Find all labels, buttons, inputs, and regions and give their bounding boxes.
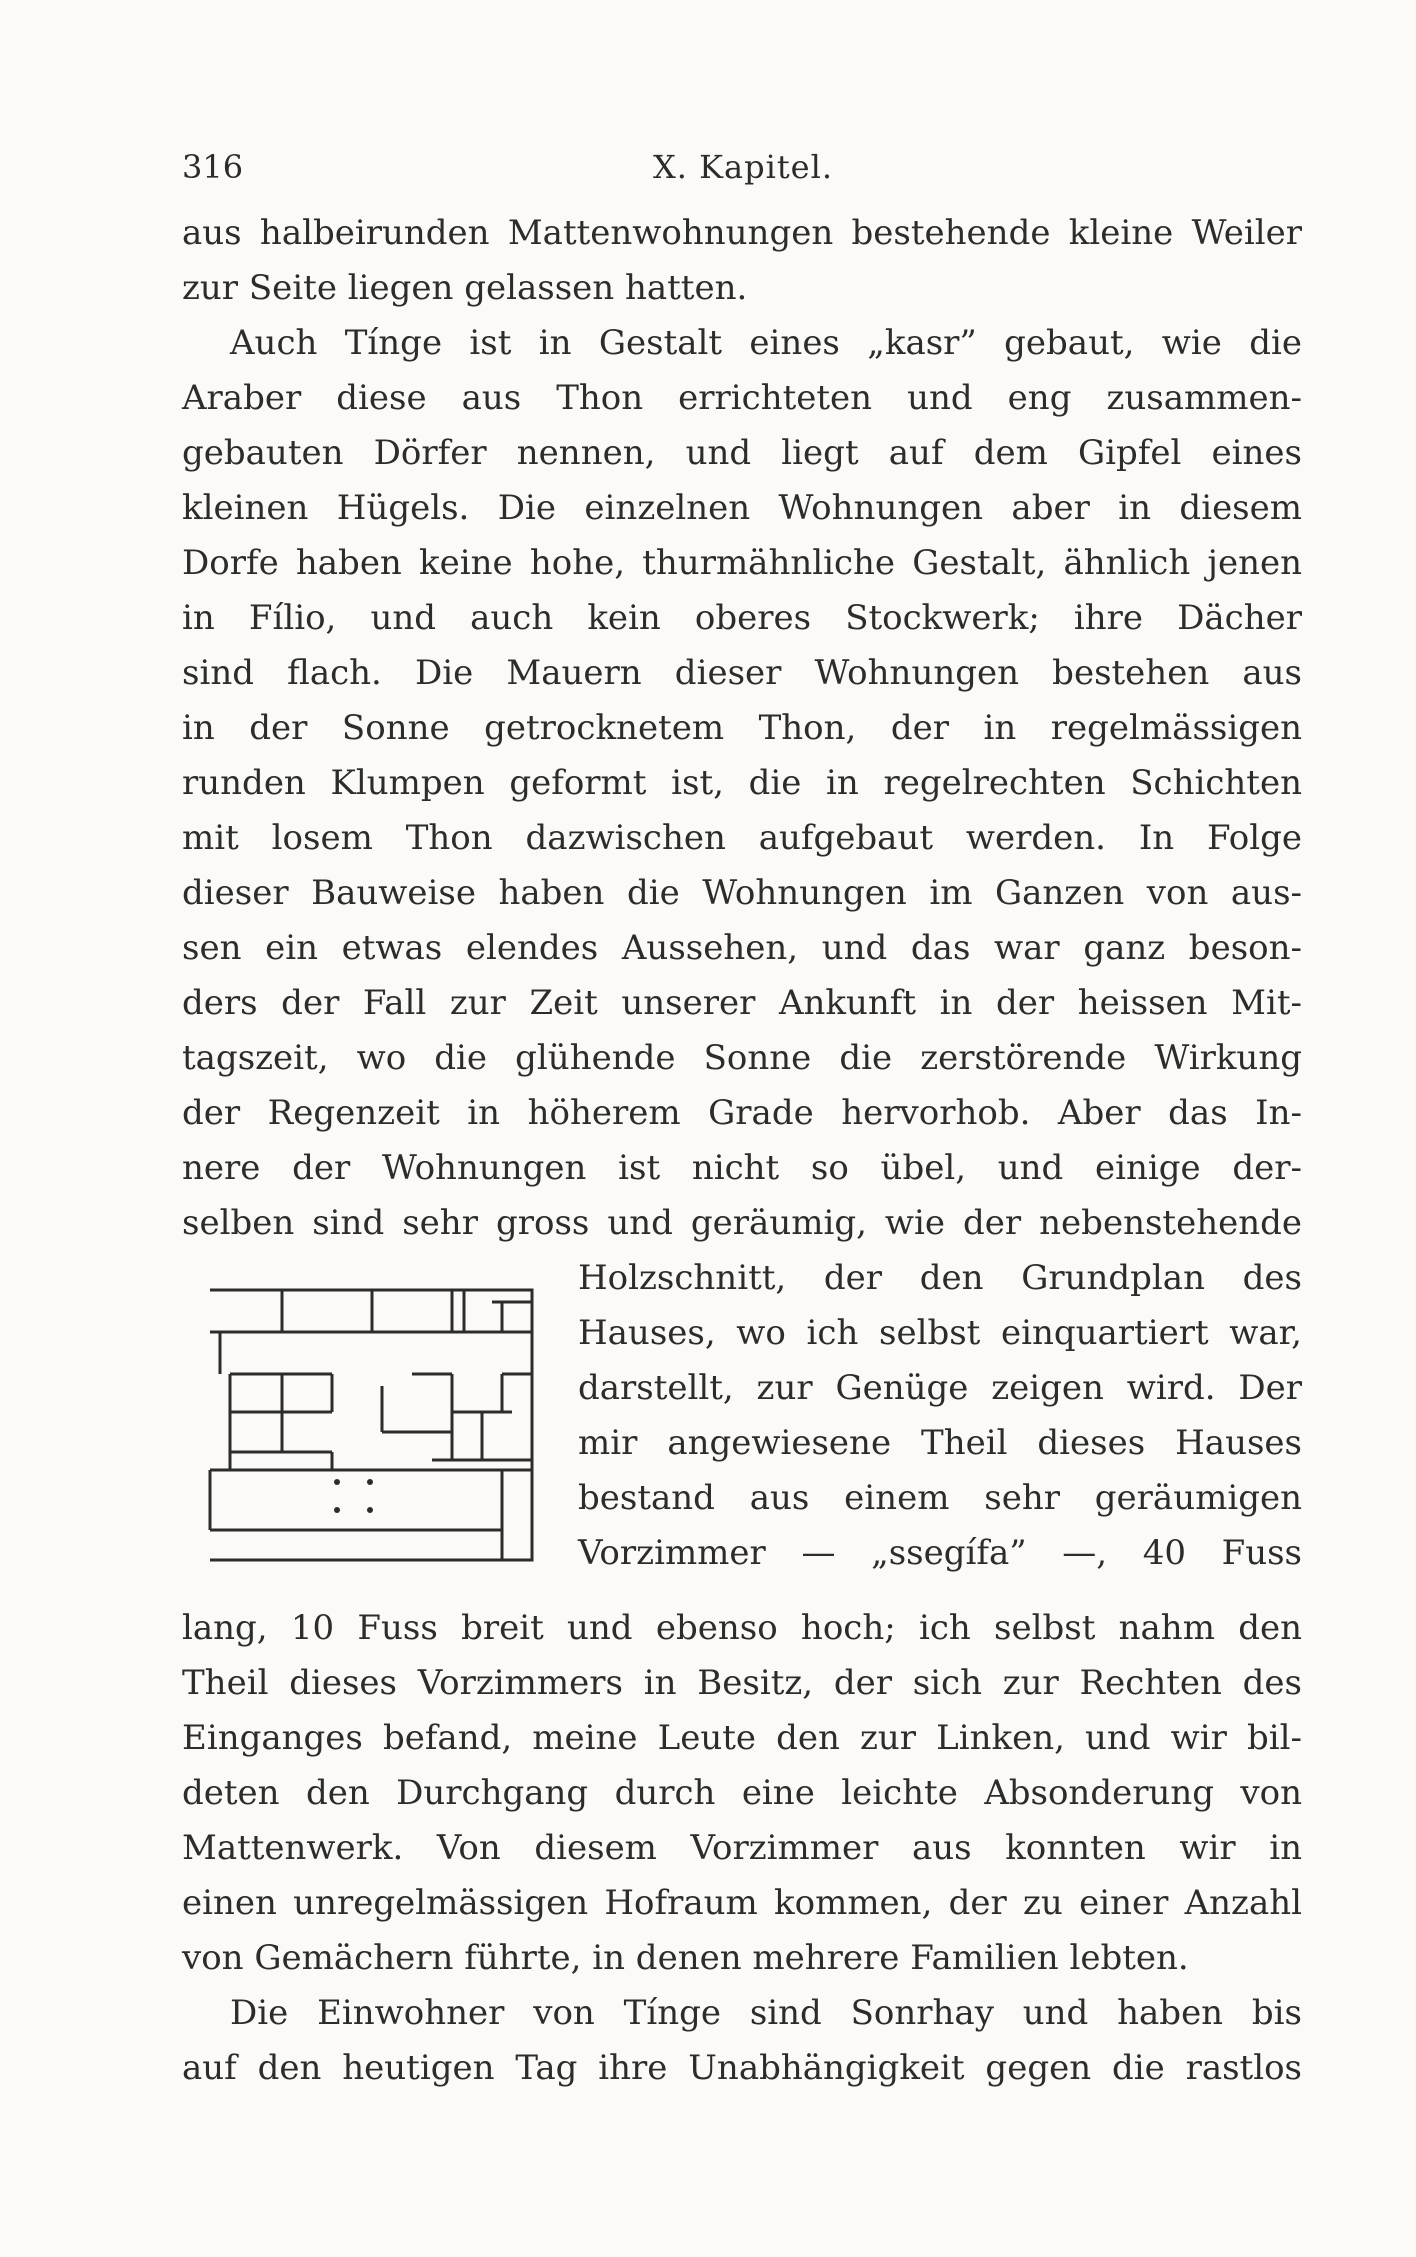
chapter-title: X. Kapitel.	[652, 148, 834, 186]
text-line: Hauses, wo ich selbst einquartiert war,	[578, 1313, 1302, 1353]
text-line: gebauten Dörfer nennen, und liegt auf dem Gipfel eines	[182, 433, 1302, 473]
text-line: Theil dieses Vorzimmers in Besitz, der sich zur Rechten des	[182, 1663, 1302, 1703]
text-line: in Fílio, und auch kein oberes Stockwerk; ihre Dächer	[182, 598, 1302, 638]
text-line: auf den heutigen Tag ihre Unabhängigkeit gegen die rastlos	[182, 2048, 1302, 2088]
text-line: Auch Tínge ist in Gestalt eines „kasr” gebaut, wie die	[230, 323, 1302, 363]
running-head	[182, 148, 1304, 188]
text-line: Araber diese aus Thon errichteten und eng zusammen-	[182, 378, 1302, 418]
text-line: mir angewiesene Theil dieses Hauses	[578, 1423, 1302, 1463]
text-line: selben sind sehr gross und geräumig, wie der nebenstehende	[182, 1203, 1302, 1243]
text-line: darstellt, zur Genüge zeigen wird. Der	[578, 1368, 1302, 1408]
text-line: ders der Fall zur Zeit unserer Ankunft in der heissen Mit-	[182, 983, 1302, 1023]
text-line: deten den Durchgang durch eine leichte Absonderung von	[182, 1773, 1302, 1813]
text-line: runden Klumpen geformt ist, die in regelrechten Schichten	[182, 763, 1302, 803]
text-line: Holzschnitt, der den Grundplan des	[578, 1258, 1302, 1298]
text-line: Einganges befand, meine Leute den zur Linken, und wir bil-	[182, 1718, 1302, 1758]
floor-plan-drawing	[202, 1282, 544, 1574]
text-line: kleinen Hügels. Die einzelnen Wohnungen aber in diesem	[182, 488, 1302, 528]
text-line: einen unregelmässigen Hofraum kommen, der zu einer Anzahl	[182, 1883, 1302, 1923]
text-line: in der Sonne getrocknetem Thon, der in regelmässigen	[182, 708, 1302, 748]
text-line: aus halbeirunden Mattenwohnungen bestehende kleine Weiler	[182, 213, 1302, 253]
text-line: Vorzimmer — „ssegífa” —, 40 Fuss	[578, 1533, 1302, 1573]
text-line: nere der Wohnungen ist nicht so übel, und einige der-	[182, 1148, 1302, 1188]
text-line: dieser Bauweise haben die Wohnungen im Ganzen von aus-	[182, 873, 1302, 913]
text-line: Mattenwerk. Von diesem Vorzimmer aus konnten wir in	[182, 1828, 1302, 1868]
text-line: lang, 10 Fuss breit und ebenso hoch; ich selbst nahm den	[182, 1608, 1302, 1648]
text-line: der Regenzeit in höherem Grade hervorhob. Aber das In-	[182, 1093, 1302, 1133]
text-line: bestand aus einem sehr geräumigen	[578, 1478, 1302, 1518]
page-number: 316	[182, 148, 244, 186]
text-line: Dorfe haben keine hohe, thurmähnliche Gestalt, ähnlich jenen	[182, 543, 1302, 583]
text-line: zur Seite liegen gelassen hatten.	[182, 268, 748, 308]
text-line: sind flach. Die Mauern dieser Wohnungen bestehen aus	[182, 653, 1302, 693]
text-line: mit losem Thon dazwischen aufgebaut werden. In Folge	[182, 818, 1302, 858]
floor-plan-woodcut	[202, 1282, 544, 1574]
text-line: von Gemächern führte, in denen mehrere Familien lebten.	[182, 1938, 1189, 1978]
text-line: Die Einwohner von Tínge sind Sonrhay und haben bis	[230, 1993, 1302, 2033]
text-line: sen ein etwas elendes Aussehen, und das war ganz beson-	[182, 928, 1302, 968]
text-line: tagszeit, wo die glühende Sonne die zerstörende Wirkung	[182, 1038, 1302, 1078]
